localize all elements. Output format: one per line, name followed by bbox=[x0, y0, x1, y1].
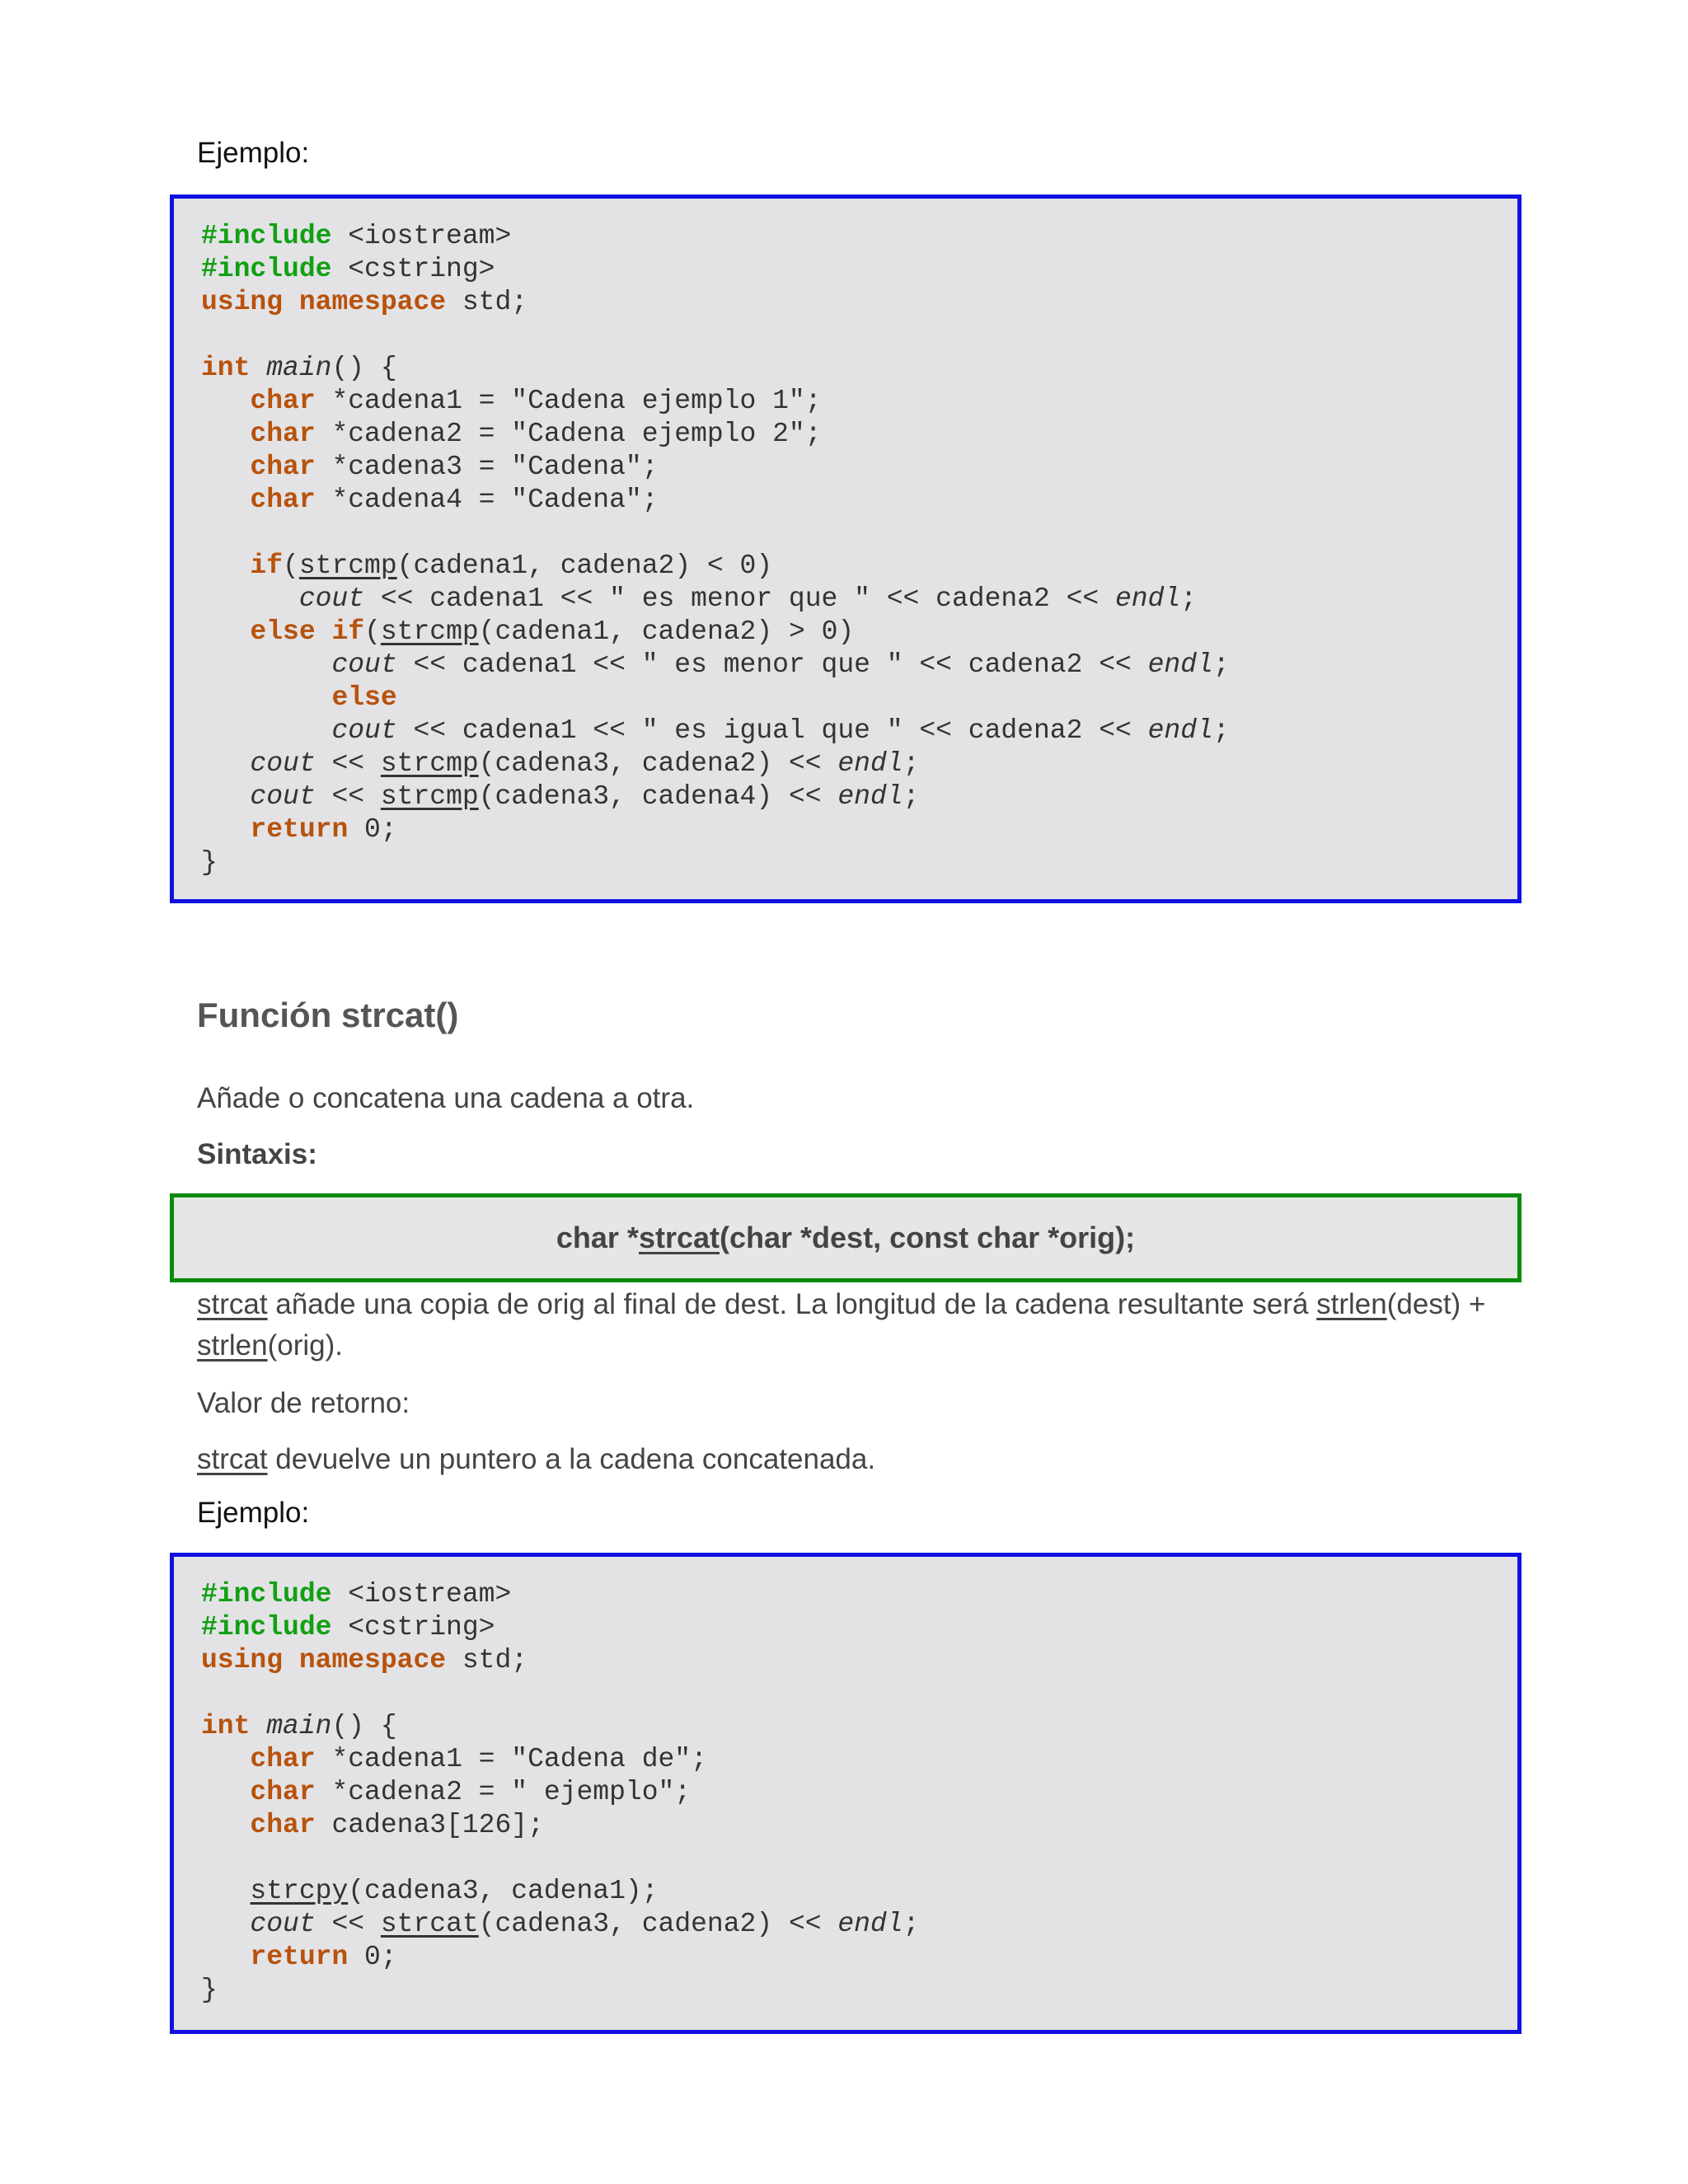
retorno-text: strcat devuelve un puntero a la cadena concatenada. bbox=[197, 1443, 876, 1475]
code-example-strcmp bbox=[170, 194, 1522, 903]
retorno-label: Valor de retorno: bbox=[197, 1387, 410, 1419]
code-block-2: #include <iostream> #include <cstring> using namespace std; int main() { char *cadena1 = "Cadena de"; char *cadena2 = " ejemplo"; char cadena3[126]; strcpy(cadena3, cadena1); cout << strcat(cadena3, cadena2) << endl; return 0; } bbox=[201, 1579, 920, 2005]
code-example-strcat bbox=[170, 1553, 1522, 2034]
sintaxis-label: Sintaxis: bbox=[197, 1138, 317, 1170]
code-block: #include <iostream> #include <cstring> using namespace std; int main() { char *cadena1 = "Cadena ejemplo 1"; char *cadena2 = "Cadena ejemplo 2"; char *cadena3 = "Cadena"; char *cadena4 = "Cadena"; if(strcmp(cadena1, cadena2) < 0) cout << cadena1 << " es menor que " << cadena2 << endl; else if(strcmp(cadena1, cadena2) > 0) cout << cadena1 << " es menor que " << cadena2 << endl; else cout << cadena1 << " es igual que " << cadena2 << endl; cout << strcmp(cadena3, cadena2) << endl; cout << strcmp(cadena3, cadena4) << endl; return 0; } bbox=[201, 221, 1230, 878]
explanation-paragraph: strcat añade una copia de orig al final de dest. La longitud de la cadena resultante será strlen(dest) + strlen(orig). bbox=[197, 1288, 1486, 1361]
syntax-text: char *strcat(char *dest, const char *orig); bbox=[556, 1221, 1136, 1254]
section-heading: Función strcat() bbox=[197, 996, 459, 1034]
function-description: Añade o concatena una cadena a otra. bbox=[197, 1082, 695, 1114]
ejemplo-label-2: Ejemplo: bbox=[197, 1497, 310, 1529]
ejemplo-label: Ejemplo: bbox=[197, 137, 310, 169]
syntax-box bbox=[170, 1193, 1522, 1282]
